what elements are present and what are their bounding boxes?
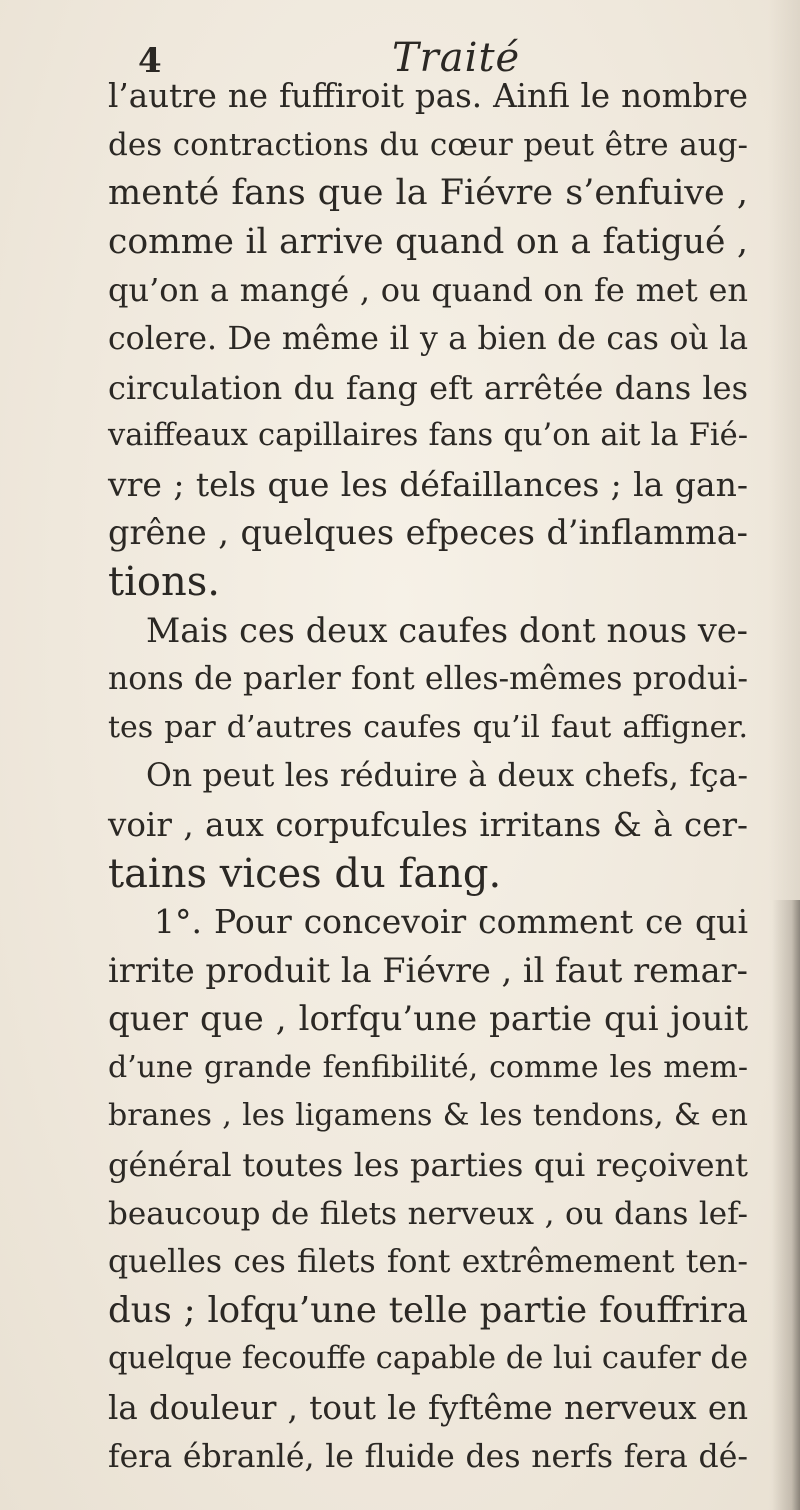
text-line: fera ébranlé, le fluide des nerfs fera dé- bbox=[108, 1438, 748, 1475]
text-line: circulation du fang eft arrêtée dans les bbox=[108, 368, 748, 407]
text-line: menté fans que la Fiévre s’enfuive , bbox=[108, 173, 748, 214]
text-line: tains vices du fang. bbox=[108, 850, 502, 897]
text-line: 1°. Pour concevoir comment ce qui bbox=[154, 902, 748, 942]
text-line: comme il arrive quand on a fatigué , bbox=[108, 221, 748, 262]
text-line: l’autre ne fuffiroit pas. Ainfi le nombre bbox=[108, 77, 748, 115]
text-line: beaucoup de filets nerveux , ou dans lef- bbox=[108, 1195, 748, 1232]
page-number: 4 bbox=[138, 41, 162, 81]
text-line: qu’on a mangé , ou quand on fe met en bbox=[108, 271, 748, 310]
text-line: voir , aux corpufcules irritans & à cer- bbox=[108, 805, 748, 844]
page-header bbox=[0, 18, 800, 81]
text-line: nons de parler font elles-mêmes produi- bbox=[108, 661, 748, 698]
text-line: tes par d’autres caufes qu’il faut affigner. bbox=[108, 709, 748, 745]
text-line: des contractions du cœur peut être aug- bbox=[108, 126, 748, 163]
text-line: vre ; tels que les défaillances ; la gan- bbox=[108, 464, 748, 504]
text-line: Mais ces deux caufes dont nous ve- bbox=[146, 610, 748, 650]
text-line: dus ; lofqu’une telle partie fouffrira bbox=[108, 1289, 748, 1331]
text-line: irrite produit la Fiévre , il faut remar- bbox=[108, 950, 748, 990]
text-line: quelque fecouffe capable de lui caufer de bbox=[108, 1341, 748, 1377]
text-line: branes , les ligamens & les tendons, & en bbox=[108, 1098, 748, 1134]
text-line: On peut les réduire à deux chefs, fça- bbox=[146, 758, 748, 795]
running-title: Traité bbox=[392, 35, 521, 81]
text-line: vaiffeaux capillaires fans qu’on ait la Fié- bbox=[108, 418, 748, 454]
text-line: quelles ces filets font extrêmement ten- bbox=[108, 1244, 748, 1281]
text-line: colere. De même il y a bien de cas où la bbox=[108, 320, 748, 357]
page-edge-shadow bbox=[772, 900, 800, 1510]
text-line: quer que , lorfqu’une partie qui jouit bbox=[108, 999, 748, 1040]
text-line: général toutes les parties qui reçoivent bbox=[108, 1146, 748, 1185]
text-line: la douleur , tout le fyftême nerveux en bbox=[108, 1389, 748, 1428]
text-line: tions. bbox=[108, 558, 220, 605]
body-text bbox=[108, 72, 748, 1481]
text-line: grêne , quelques efpeces d’inflamma- bbox=[108, 513, 748, 553]
text-line: d’une grande fenfibilité, comme les mem- bbox=[108, 1049, 748, 1085]
